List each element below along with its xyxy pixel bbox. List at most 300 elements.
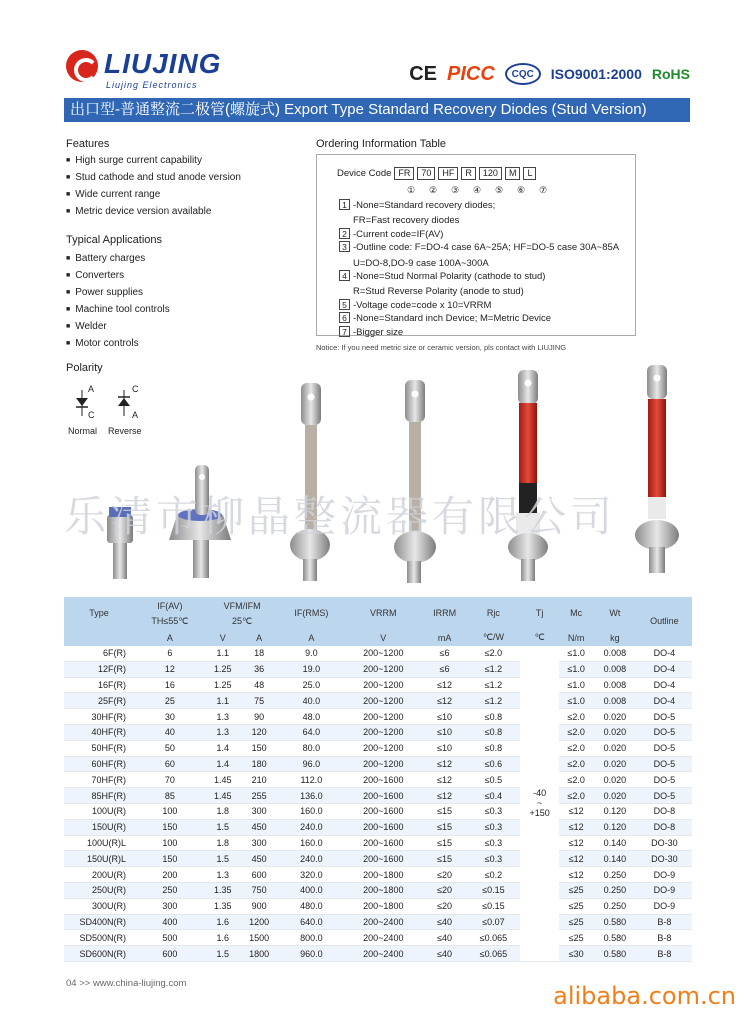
- ordering-line-text: -Voltage code=code x 10=VRRM: [353, 299, 492, 311]
- value-cell: 0.020: [593, 725, 637, 741]
- value-cell: 1.5: [206, 819, 240, 835]
- value-cell: ≤12: [422, 756, 467, 772]
- type-cell: 250U(R): [64, 883, 134, 899]
- device-do30-icon: [394, 380, 436, 583]
- value-cell: 200~1600: [344, 788, 422, 804]
- tj-range-cell: [520, 646, 559, 962]
- value-cell: DO-4: [637, 693, 692, 709]
- code-index: ③: [450, 185, 460, 195]
- type-cell: 100U(R)L: [64, 835, 134, 851]
- ordering-line: [339, 212, 619, 227]
- value-cell: DO-9: [637, 883, 692, 899]
- value-cell: ≤10: [422, 740, 467, 756]
- code-box: 120: [479, 167, 502, 180]
- value-cell: 6: [134, 646, 206, 662]
- col-type: Type: [64, 597, 134, 630]
- value-cell: DO-4: [637, 677, 692, 693]
- device-photos: [95, 365, 695, 595]
- value-cell: ≤12: [559, 867, 593, 883]
- value-cell: ≤12: [559, 804, 593, 820]
- col-vrrm: VRRM: [344, 597, 422, 630]
- value-cell: ≤20: [422, 898, 467, 914]
- value-cell: 160.0: [278, 835, 344, 851]
- value-cell: 136.0: [278, 788, 344, 804]
- value-cell: 200~1200: [344, 740, 422, 756]
- application-item: ■ Machine tool controls: [66, 302, 170, 319]
- application-item: ■ Battery charges: [66, 251, 170, 268]
- type-cell: 40HF(R): [64, 725, 134, 741]
- ordering-line-text: -None=Stud Normal Polarity (cathode to stud): [353, 271, 546, 283]
- value-cell: 9.0: [278, 646, 344, 662]
- value-cell: DO-5: [637, 788, 692, 804]
- value-cell: ≤40: [422, 946, 467, 962]
- unit-cell: kg: [593, 630, 637, 646]
- value-cell: 80.0: [278, 740, 344, 756]
- value-cell: 0.140: [593, 835, 637, 851]
- value-cell: 300: [134, 898, 206, 914]
- value-cell: 36: [240, 661, 279, 677]
- value-cell: 0.580: [593, 946, 637, 962]
- value-cell: 0.020: [593, 756, 637, 772]
- value-cell: 1800: [240, 946, 279, 962]
- value-cell: 600: [240, 867, 279, 883]
- value-cell: ≤12: [559, 851, 593, 867]
- value-cell: 1200: [240, 914, 279, 930]
- application-item: ■ Power supplies: [66, 285, 170, 302]
- value-cell: ≤1.0: [559, 693, 593, 709]
- value-cell: 85: [134, 788, 206, 804]
- value-cell: 1.3: [206, 725, 240, 741]
- value-cell: 75: [240, 693, 279, 709]
- feature-item: ■ Wide current range: [66, 187, 241, 204]
- value-cell: ≤30: [559, 946, 593, 962]
- value-cell: 1.1: [206, 646, 240, 662]
- ordering-line-number: 6: [339, 312, 350, 323]
- alibaba-watermark: alibaba.com.cn: [553, 982, 736, 1010]
- value-cell: 200~1200: [344, 709, 422, 725]
- value-cell: 800.0: [278, 930, 344, 946]
- type-cell: SD500N(R): [64, 930, 134, 946]
- value-cell: 112.0: [278, 772, 344, 788]
- tc-condition: TH≤55℃: [134, 614, 206, 630]
- col-irrm: IRRM: [422, 597, 467, 630]
- value-cell: 0.008: [593, 677, 637, 693]
- value-cell: 12: [134, 661, 206, 677]
- logo-mark-icon: [66, 50, 98, 82]
- value-cell: 18: [240, 646, 279, 662]
- type-cell: 25F(R): [64, 693, 134, 709]
- value-cell: ≤2.0: [559, 740, 593, 756]
- value-cell: 40.0: [278, 693, 344, 709]
- ordering-heading: Ordering Information Table: [316, 138, 447, 150]
- ordering-line: [339, 199, 619, 212]
- code-box: FR: [394, 167, 414, 180]
- type-cell: 300U(R): [64, 898, 134, 914]
- company-logo: [66, 48, 236, 92]
- iso-mark: ISO9001:2000: [550, 66, 642, 82]
- specifications-table: [64, 597, 692, 962]
- value-cell: 60: [134, 756, 206, 772]
- value-cell: ≤1.2: [467, 677, 520, 693]
- reverse-cathode-label: C: [132, 384, 139, 394]
- ordering-line-number: 3: [339, 241, 350, 252]
- ordering-line-number: 2: [339, 228, 350, 239]
- ordering-line: [339, 299, 619, 312]
- value-cell: ≤10: [422, 725, 467, 741]
- units-row: [64, 630, 692, 646]
- value-cell: DO-5: [637, 709, 692, 725]
- value-cell: 0.580: [593, 930, 637, 946]
- table-row: [64, 930, 692, 946]
- ordering-line-number: 5: [339, 299, 350, 310]
- code-index: ⑥: [516, 185, 526, 195]
- value-cell: 400.0: [278, 883, 344, 899]
- code-box: R: [461, 167, 476, 180]
- value-cell: 50: [134, 740, 206, 756]
- value-cell: 0.020: [593, 709, 637, 725]
- normal-anode-label: A: [88, 384, 95, 394]
- value-cell: 250: [134, 883, 206, 899]
- value-cell: 0.008: [593, 646, 637, 662]
- table-row: [64, 693, 692, 709]
- value-cell: ≤12: [422, 788, 467, 804]
- normal-label: Normal: [68, 426, 98, 436]
- value-cell: ≤25: [559, 883, 593, 899]
- value-cell: 600: [134, 946, 206, 962]
- page-title: 出口型-普通整流二极管(螺旋式) Export Type Standard Recovery Diodes (Stud Version): [64, 98, 690, 122]
- value-cell: 200~1200: [344, 661, 422, 677]
- value-cell: ≤40: [422, 914, 467, 930]
- type-cell: 150U(R)L: [64, 851, 134, 867]
- value-cell: 200~2400: [344, 946, 422, 962]
- value-cell: DO-5: [637, 756, 692, 772]
- ordering-notice: Notice: If you need metric size or ceramic version, pls contact with LIUJING: [316, 343, 567, 352]
- value-cell: 1.45: [206, 788, 240, 804]
- type-cell: 150U(R): [64, 819, 134, 835]
- value-cell: 200~1200: [344, 677, 422, 693]
- features-heading: Features: [66, 138, 110, 150]
- table-row: [64, 646, 692, 662]
- value-cell: 200~1600: [344, 772, 422, 788]
- value-cell: DO-4: [637, 661, 692, 677]
- device-do9-icon: [508, 370, 548, 581]
- value-cell: 1.6: [206, 930, 240, 946]
- value-cell: DO-30: [637, 835, 692, 851]
- ordering-line: [339, 270, 619, 283]
- type-cell: 200U(R): [64, 867, 134, 883]
- value-cell: 240.0: [278, 819, 344, 835]
- ordering-line: [339, 241, 619, 254]
- value-cell: 180: [240, 756, 279, 772]
- value-cell: 25.0: [278, 677, 344, 693]
- value-cell: ≤25: [559, 914, 593, 930]
- value-cell: 200~1200: [344, 646, 422, 662]
- value-cell: 30: [134, 709, 206, 725]
- value-cell: 1.5: [206, 851, 240, 867]
- value-cell: 40: [134, 725, 206, 741]
- tj-range-value: +150: [529, 808, 550, 819]
- value-cell: 48.0: [278, 709, 344, 725]
- value-cell: 96.0: [278, 756, 344, 772]
- table-row: [64, 725, 692, 741]
- application-item: ■ Converters: [66, 268, 170, 285]
- applications-heading: Typical Applications: [66, 234, 162, 246]
- value-cell: ≤0.8: [467, 740, 520, 756]
- table-row: [64, 772, 692, 788]
- company-watermark: 乐清市柳晶整流器有限公司: [64, 492, 617, 541]
- value-cell: ≤12: [422, 693, 467, 709]
- value-cell: B-8: [637, 946, 692, 962]
- table-body: [64, 646, 692, 962]
- value-cell: 200~2400: [344, 914, 422, 930]
- code-box: HF: [438, 167, 458, 180]
- t25-condition: 25℃: [206, 614, 279, 630]
- value-cell: 1.35: [206, 898, 240, 914]
- type-cell: 16F(R): [64, 677, 134, 693]
- logo-subtitle: Liujing Electronics: [106, 80, 198, 90]
- ordering-line: [339, 255, 619, 270]
- value-cell: ≤0.3: [467, 851, 520, 867]
- code-index: ⑤: [494, 185, 504, 195]
- ordering-line-text: -None=Standard inch Device; M=Metric Device: [353, 313, 552, 325]
- code-box: 70: [417, 167, 435, 180]
- device-do8-icon: [290, 383, 330, 581]
- value-cell: DO-8: [637, 819, 692, 835]
- unit-cell: V: [344, 630, 422, 646]
- value-cell: 200~1600: [344, 804, 422, 820]
- unit-cell: [64, 630, 134, 646]
- value-cell: 1.35: [206, 883, 240, 899]
- value-cell: ≤6: [422, 646, 467, 662]
- value-cell: ≤15: [422, 835, 467, 851]
- feature-item: ■ Metric device version available: [66, 204, 241, 221]
- value-cell: 450: [240, 819, 279, 835]
- value-cell: ≤0.5: [467, 772, 520, 788]
- ordering-line: [339, 283, 619, 298]
- value-cell: ≤1.0: [559, 661, 593, 677]
- polarity-heading: Polarity: [66, 362, 103, 374]
- ordering-line: [339, 228, 619, 241]
- value-cell: ≤0.8: [467, 709, 520, 725]
- value-cell: ≤1.0: [559, 677, 593, 693]
- feature-item: ■ High surge current capability: [66, 153, 241, 170]
- footer-url[interactable]: 04 >> www.china-liujing.com: [66, 978, 187, 989]
- ordering-line-text: -None=Standard recovery diodes;: [353, 200, 496, 211]
- value-cell: 120: [240, 725, 279, 741]
- cqc-mark: CQC: [505, 63, 541, 85]
- value-cell: 0.140: [593, 851, 637, 867]
- value-cell: ≤0.8: [467, 725, 520, 741]
- value-cell: 480.0: [278, 898, 344, 914]
- application-item: ■ Motor controls: [66, 336, 170, 353]
- certification-logos: [409, 62, 690, 86]
- value-cell: ≤0.3: [467, 835, 520, 851]
- value-cell: B-8: [637, 930, 692, 946]
- value-cell: 1500: [240, 930, 279, 946]
- value-cell: ≤25: [559, 898, 593, 914]
- value-cell: B-8: [637, 914, 692, 930]
- table-row: [64, 788, 692, 804]
- value-cell: ≤0.4: [467, 788, 520, 804]
- value-cell: 210: [240, 772, 279, 788]
- value-cell: ≤12: [559, 819, 593, 835]
- value-cell: 960.0: [278, 946, 344, 962]
- value-cell: 150: [134, 851, 206, 867]
- value-cell: ≤12: [422, 772, 467, 788]
- value-cell: 100: [134, 804, 206, 820]
- type-cell: 100U(R): [64, 804, 134, 820]
- col-wt: Wt: [593, 597, 637, 630]
- col-mc: Mc: [559, 597, 593, 630]
- value-cell: 200~1600: [344, 819, 422, 835]
- value-cell: ≤0.15: [467, 898, 520, 914]
- value-cell: 1.25: [206, 661, 240, 677]
- unit-cell: A: [240, 630, 279, 646]
- value-cell: 320.0: [278, 867, 344, 883]
- code-index: ④: [472, 185, 482, 195]
- device-code-label: Device Code: [337, 168, 392, 179]
- value-cell: 400: [134, 914, 206, 930]
- value-cell: DO-5: [637, 772, 692, 788]
- code-box: M: [505, 167, 521, 180]
- col-if-av: IF(AV): [134, 597, 206, 614]
- value-cell: ≤10: [422, 709, 467, 725]
- value-cell: ≤15: [422, 851, 467, 867]
- ordering-line-number: 1: [339, 199, 350, 210]
- value-cell: ≤1.2: [467, 693, 520, 709]
- type-cell: 30HF(R): [64, 709, 134, 725]
- table-row: [64, 740, 692, 756]
- value-cell: 90: [240, 709, 279, 725]
- value-cell: 1.5: [206, 946, 240, 962]
- value-cell: 200~1200: [344, 756, 422, 772]
- value-cell: ≤0.15: [467, 883, 520, 899]
- type-cell: 12F(R): [64, 661, 134, 677]
- value-cell: 1.3: [206, 867, 240, 883]
- device-b8-icon: [635, 365, 679, 573]
- value-cell: 0.008: [593, 661, 637, 677]
- col-if-rms: IF(RMS): [278, 597, 344, 630]
- col-outline: Outline: [637, 597, 692, 646]
- value-cell: 64.0: [278, 725, 344, 741]
- value-cell: DO-5: [637, 740, 692, 756]
- table-row: [64, 946, 692, 962]
- value-cell: ≤15: [422, 819, 467, 835]
- value-cell: 25: [134, 693, 206, 709]
- value-cell: 1.1: [206, 693, 240, 709]
- ordering-explanations: [339, 199, 619, 339]
- ordering-line: [339, 326, 619, 339]
- value-cell: 1.8: [206, 835, 240, 851]
- table-row: [64, 898, 692, 914]
- value-cell: 150: [240, 740, 279, 756]
- value-cell: ≤2.0: [559, 725, 593, 741]
- value-cell: DO-9: [637, 898, 692, 914]
- unit-cell: A: [134, 630, 206, 646]
- value-cell: ≤2.0: [559, 772, 593, 788]
- unit-cell: N/m: [559, 630, 593, 646]
- value-cell: 500: [134, 930, 206, 946]
- ordering-table: [316, 154, 636, 336]
- value-cell: ≤2.0: [467, 646, 520, 662]
- value-cell: DO-8: [637, 804, 692, 820]
- value-cell: 0.250: [593, 883, 637, 899]
- reverse-anode-label: A: [132, 410, 139, 420]
- col-rjc: Rjc: [467, 597, 520, 630]
- value-cell: 0.250: [593, 867, 637, 883]
- value-cell: 1.25: [206, 677, 240, 693]
- ordering-line-number: 4: [339, 270, 350, 281]
- type-cell: SD600N(R): [64, 946, 134, 962]
- value-cell: 200~1800: [344, 867, 422, 883]
- value-cell: DO-4: [637, 646, 692, 662]
- value-cell: 0.120: [593, 804, 637, 820]
- value-cell: ≤6: [422, 661, 467, 677]
- value-cell: ≤0.065: [467, 946, 520, 962]
- feature-item: ■ Stud cathode and stud anode version: [66, 170, 241, 187]
- value-cell: 200~1800: [344, 898, 422, 914]
- value-cell: DO-30: [637, 851, 692, 867]
- value-cell: 1.45: [206, 772, 240, 788]
- table-row: [64, 709, 692, 725]
- value-cell: 450: [240, 851, 279, 867]
- application-item: ■ Welder: [66, 319, 170, 336]
- value-cell: 200~1200: [344, 725, 422, 741]
- value-cell: ≤1.0: [559, 646, 593, 662]
- unit-cell: mA: [422, 630, 467, 646]
- table-row: [64, 819, 692, 835]
- value-cell: DO-9: [637, 867, 692, 883]
- value-cell: 200: [134, 867, 206, 883]
- value-cell: 0.250: [593, 898, 637, 914]
- code-index-row: [400, 185, 554, 196]
- value-cell: ≤20: [422, 867, 467, 883]
- value-cell: ≤0.065: [467, 930, 520, 946]
- normal-cathode-label: C: [88, 410, 95, 420]
- type-cell: 70HF(R): [64, 772, 134, 788]
- ordering-line: [339, 312, 619, 325]
- value-cell: 70: [134, 772, 206, 788]
- value-cell: ≤1.2: [467, 661, 520, 677]
- code-box: L: [523, 167, 536, 180]
- applications-list: [66, 251, 170, 353]
- type-cell: 50HF(R): [64, 740, 134, 756]
- value-cell: 0.120: [593, 819, 637, 835]
- value-cell: ≤12: [422, 677, 467, 693]
- col-vfm-ifm: VFM/IFM: [206, 597, 279, 614]
- value-cell: 1.8: [206, 804, 240, 820]
- table-row: [64, 914, 692, 930]
- ce-mark: CE: [409, 62, 437, 85]
- picc-mark: PICC: [447, 62, 495, 85]
- value-cell: ≤20: [422, 883, 467, 899]
- tj-range-value: -40: [533, 788, 547, 799]
- value-cell: 150: [134, 819, 206, 835]
- reverse-label: Reverse: [108, 426, 142, 436]
- table-row: [64, 804, 692, 820]
- type-cell: 6F(R): [64, 646, 134, 662]
- value-cell: 300: [240, 804, 279, 820]
- value-cell: 16: [134, 677, 206, 693]
- value-cell: ≤25: [559, 930, 593, 946]
- value-cell: 200~1800: [344, 883, 422, 899]
- table-row: [64, 883, 692, 899]
- value-cell: 1.3: [206, 709, 240, 725]
- logo-text: LIUJING: [104, 48, 222, 79]
- value-cell: 200~2400: [344, 930, 422, 946]
- ordering-line-text: -Current code=IF(AV): [353, 228, 444, 240]
- value-cell: 1.4: [206, 740, 240, 756]
